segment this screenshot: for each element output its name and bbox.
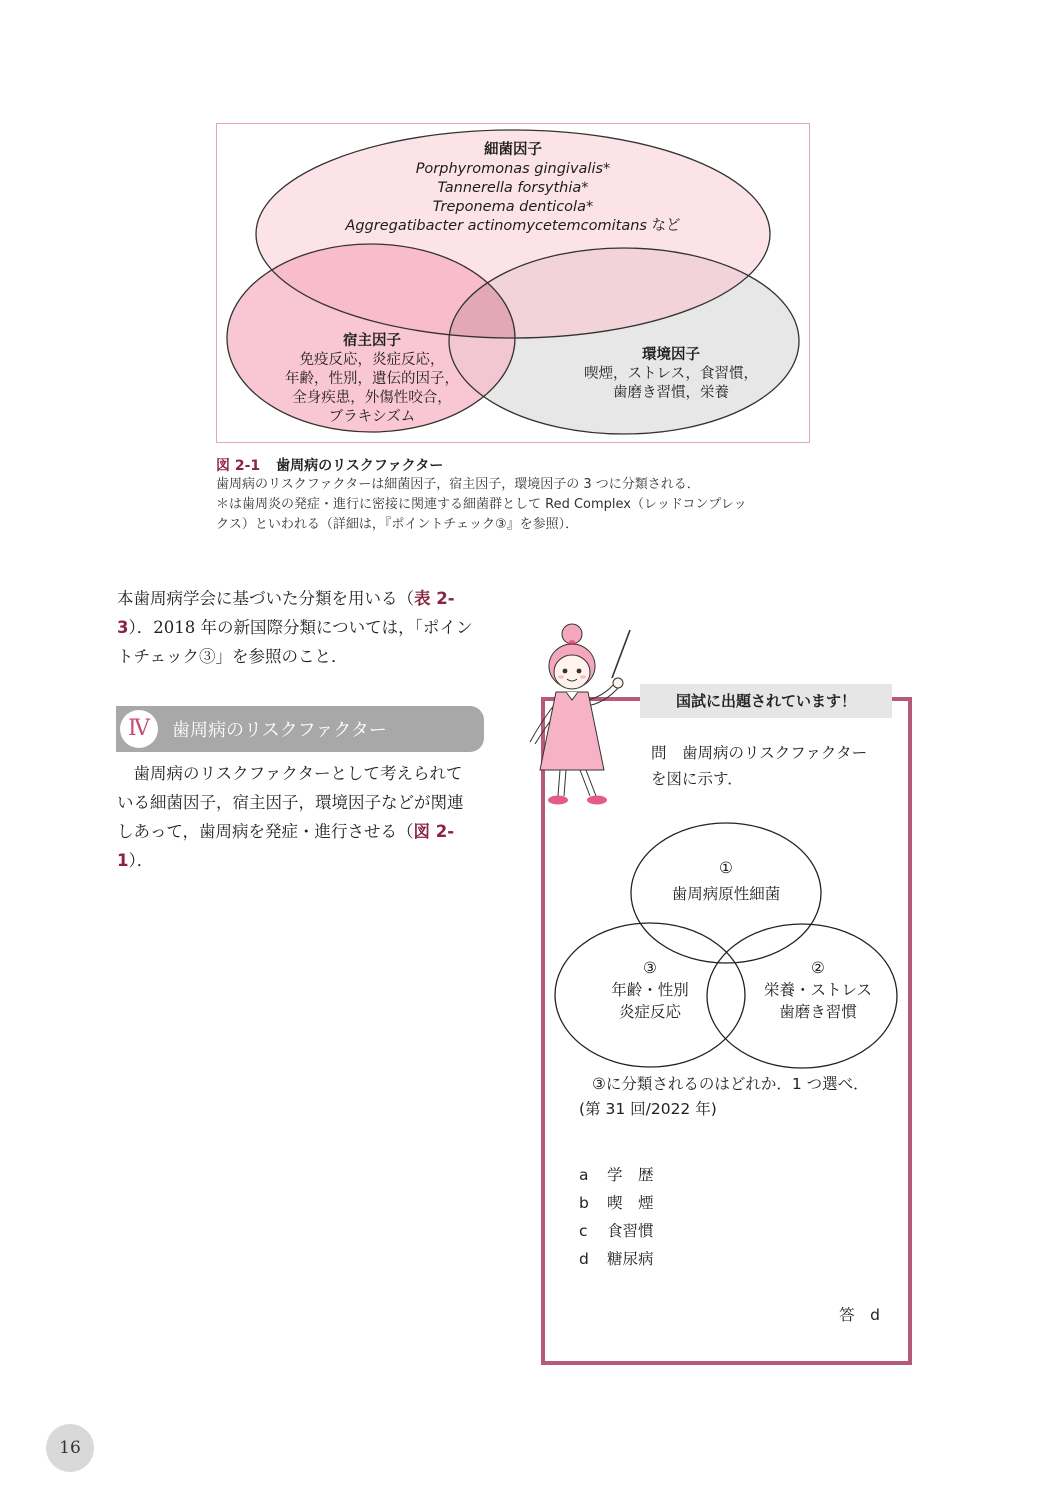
- answer-text: 答 d: [839, 1306, 880, 1324]
- caption-line-1: 歯周病のリスクファクターは細菌因子，宿主因子，環境因子の 3 つに分類される．: [216, 477, 700, 492]
- figure-title: 歯周病のリスクファクター: [276, 458, 444, 474]
- region-2-line-2: 歯磨き習慣: [779, 1003, 857, 1021]
- intro-paragraph: [117, 584, 487, 671]
- choice-b-text: 喫 煙: [607, 1194, 654, 1212]
- bacterial-factor-label: [300, 141, 726, 236]
- region-2-line-1: 栄養・ストレス: [763, 981, 873, 999]
- region-3-line-2: 炎症反応: [618, 1003, 681, 1021]
- question-text: [651, 740, 901, 792]
- environment-line-1: 喫煙，ストレス，食習慣，: [584, 366, 758, 382]
- figure-caption-title: [216, 455, 443, 475]
- choice-d[interactable]: [579, 1247, 779, 1275]
- choice-a-text: 学 歴: [607, 1166, 654, 1184]
- species-2: Tannerella forsythia*: [437, 180, 589, 196]
- choice-b-letter: b: [579, 1194, 589, 1212]
- species-1: Porphyromonas gingivalis*: [415, 161, 611, 177]
- host-line-4: ブラキシズム: [328, 409, 416, 425]
- host-line-3: 全身疾患，外傷性咬合，: [292, 390, 452, 406]
- species-4-suffix: など: [646, 218, 681, 234]
- venn-region-1: [646, 855, 806, 907]
- bacterial-heading: 細菌因子: [484, 142, 542, 158]
- choice-b[interactable]: [579, 1191, 779, 1219]
- page-number: 16: [46, 1424, 94, 1472]
- caption-line-2: ＊は歯周炎の発症・進行に密接に関連する細菌群として Red Complex（レッドコンプレッ: [216, 497, 747, 512]
- intro-line-2: ）．2018 年の新国際分類については，「ポイン: [128, 618, 473, 637]
- section-numeral: Ⅳ: [120, 710, 158, 748]
- species-3: Treponema denticola*: [432, 199, 594, 215]
- region-3-line-1: 年齢・性別: [611, 981, 689, 999]
- choice-d-text: 糖尿病: [607, 1250, 654, 1268]
- region-1-label: 歯周病原性細菌: [671, 885, 781, 903]
- region-3-number: ③: [643, 959, 657, 977]
- region-1-number: ①: [719, 859, 733, 877]
- figure-caption-body: [216, 475, 816, 535]
- question-line-1: 問 歯周病のリスクファクター: [651, 744, 868, 762]
- choice-d-letter: d: [579, 1250, 589, 1268]
- exam-tab-label: 国試に出題されています！: [675, 692, 856, 710]
- choice-a[interactable]: [579, 1163, 779, 1191]
- intro-line-1: 本歯周病学会に基づいた分類を用いる（: [117, 589, 414, 608]
- choice-c-letter: c: [579, 1222, 588, 1240]
- paragraph-line-1: 歯周病のリスクファクターとして考えられて: [133, 764, 463, 783]
- question-line-2: を図に示す．: [651, 770, 743, 788]
- environment-line-2: 歯磨き習慣，栄養: [613, 385, 729, 401]
- venn-region-2: [743, 957, 893, 1023]
- host-factor-label: [262, 332, 482, 427]
- host-line-1: 免疫反応，炎症反応，: [299, 352, 445, 368]
- venn-region-3: [575, 957, 725, 1023]
- environment-heading: 環境因子: [642, 347, 700, 363]
- region-2-number: ②: [811, 959, 825, 977]
- section-title: 歯周病のリスクファクター: [172, 720, 387, 741]
- choice-c-text: 食習慣: [607, 1222, 654, 1240]
- figure-number: 図 2-1: [216, 458, 261, 474]
- teacher-illustration: [520, 620, 645, 810]
- caption-line-3: クス）といわれる（詳細は，『ポイントチェック③』を参照）．: [216, 517, 579, 532]
- risk-factor-paragraph: [117, 759, 489, 875]
- host-heading: 宿主因子: [343, 333, 401, 349]
- table-ref-link-cont[interactable]: 3: [117, 618, 129, 637]
- environment-factor-label: [570, 346, 772, 403]
- species-4: Aggregatibacter actinomycetemcomitans: [345, 218, 647, 234]
- choice-a-letter: a: [579, 1166, 589, 1184]
- figure-ref-link[interactable]: 図 2-1: [117, 822, 455, 870]
- question-prompt: ③に分類されるのはどれか．1 つ選べ．: [592, 1075, 869, 1093]
- choice-list: [579, 1163, 779, 1275]
- question-source: (第 31 回/2022 年): [579, 1100, 717, 1118]
- paragraph-line-3-end: ）．: [128, 851, 154, 870]
- choice-c[interactable]: [579, 1219, 779, 1247]
- table-ref-link[interactable]: 表 2-: [414, 589, 455, 608]
- paragraph-line-2: いる細菌因子，宿主因子，環境因子などが関連: [117, 793, 464, 812]
- host-line-2: 年齢，性別，遺伝的因子，: [285, 371, 459, 387]
- intro-line-3: トチェック③」を参照のこと．: [117, 647, 348, 666]
- paragraph-line-3: しあって，歯周病を発症・進行させる（: [117, 822, 414, 841]
